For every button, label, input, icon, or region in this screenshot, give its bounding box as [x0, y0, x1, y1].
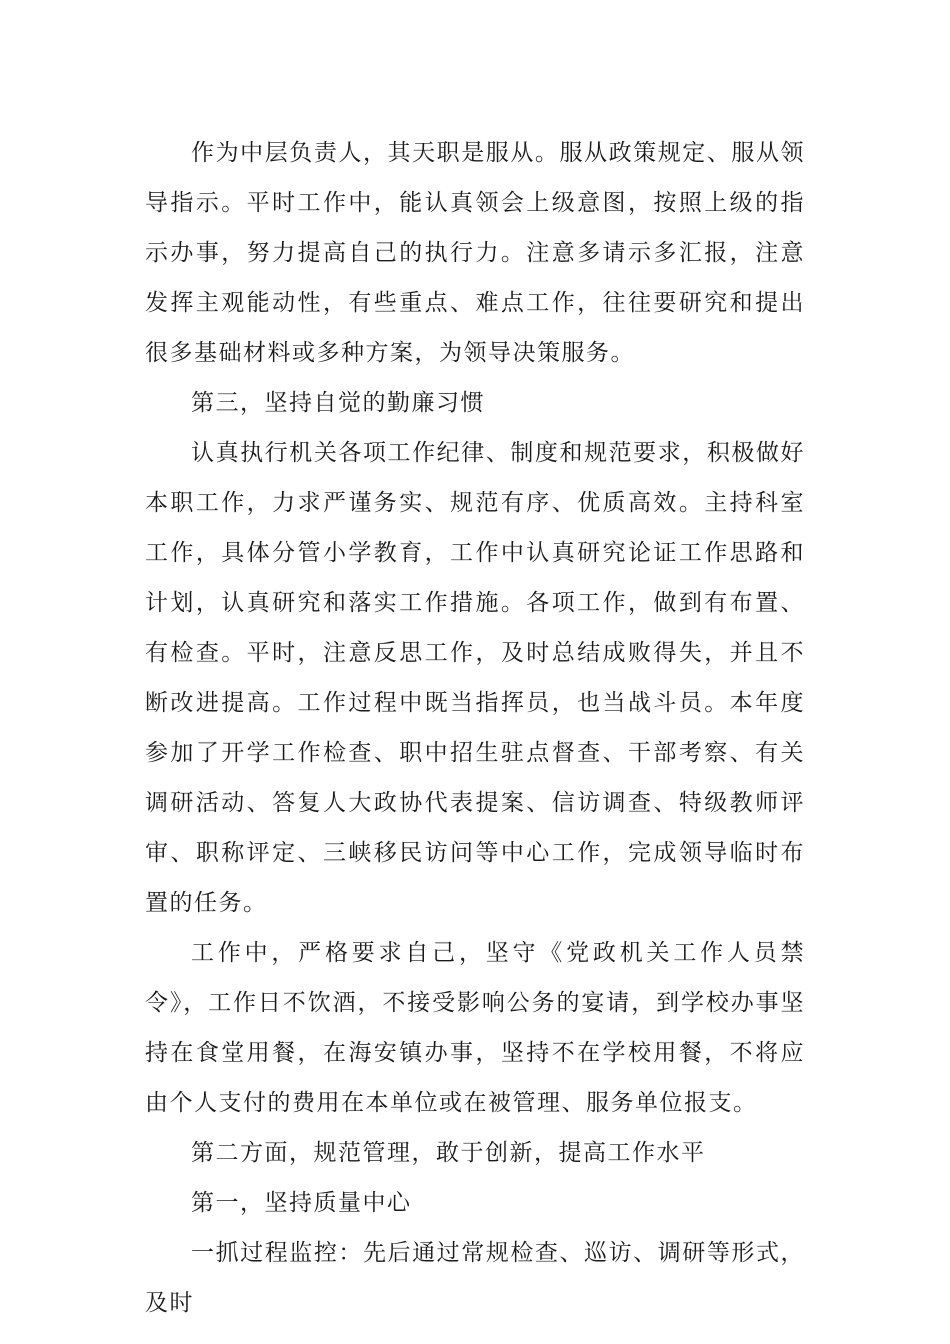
- section-heading-part-2: 第二方面，规范管理，敢于创新，提高工作水平: [191, 1140, 706, 1166]
- section-heading-1: 第一，坚持质量中心: [191, 1190, 412, 1216]
- paragraph-4: 一抓过程监控：先后通过常规检查、巡访、调研等形式，及时: [145, 1240, 805, 1316]
- paragraph-1: 作为中层负责人，其天职是服从。服从政策规定、服从领导指示。平时工作中，能认真领会上级意图，按照上级的指示办事，努力提高自己的执行力。注意多请示多汇报，注意发挥主观能动性，有些重点、难点工作，往往要研究和提出很多基础材料或多种方案，为领导决策服务。: [145, 140, 805, 366]
- paragraph-2: 认真执行机关各项工作纪律、制度和规范要求，积极做好本职工作，力求严谨务实、规范有序、优质高效。主持科室工作，具体分管小学教育，工作中认真研究论证工作思路和计划，认真研究和落实工作措施。各项工作，做到有布置、有检查。平时，注意反思工作，及时总结成败得失，并且不断改进提高。工作过程中既当指挥员，也当战斗员。本年度参加了开学工作检查、职中招生驻点督查、干部考察、有关调研活动、答复人大政协代表提案、信访调查、特级教师评审、职称评定、三峡移民访问等中心工作，完成领导临时布置的任务。: [145, 440, 805, 916]
- document-body: [145, 128, 805, 1328]
- paragraph-3: 工作中，严格要求自己，坚守《党政机关工作人员禁令》，工作日不饮酒，不接受影响公务的宴请，到学校办事坚持在食堂用餐，在海安镇办事，坚持不在学校用餐，不将应由个人支付的费用在本单位或在被管理、服务单位报支。: [145, 940, 805, 1116]
- section-heading-3: 第三，坚持自觉的勤廉习惯: [191, 390, 485, 416]
